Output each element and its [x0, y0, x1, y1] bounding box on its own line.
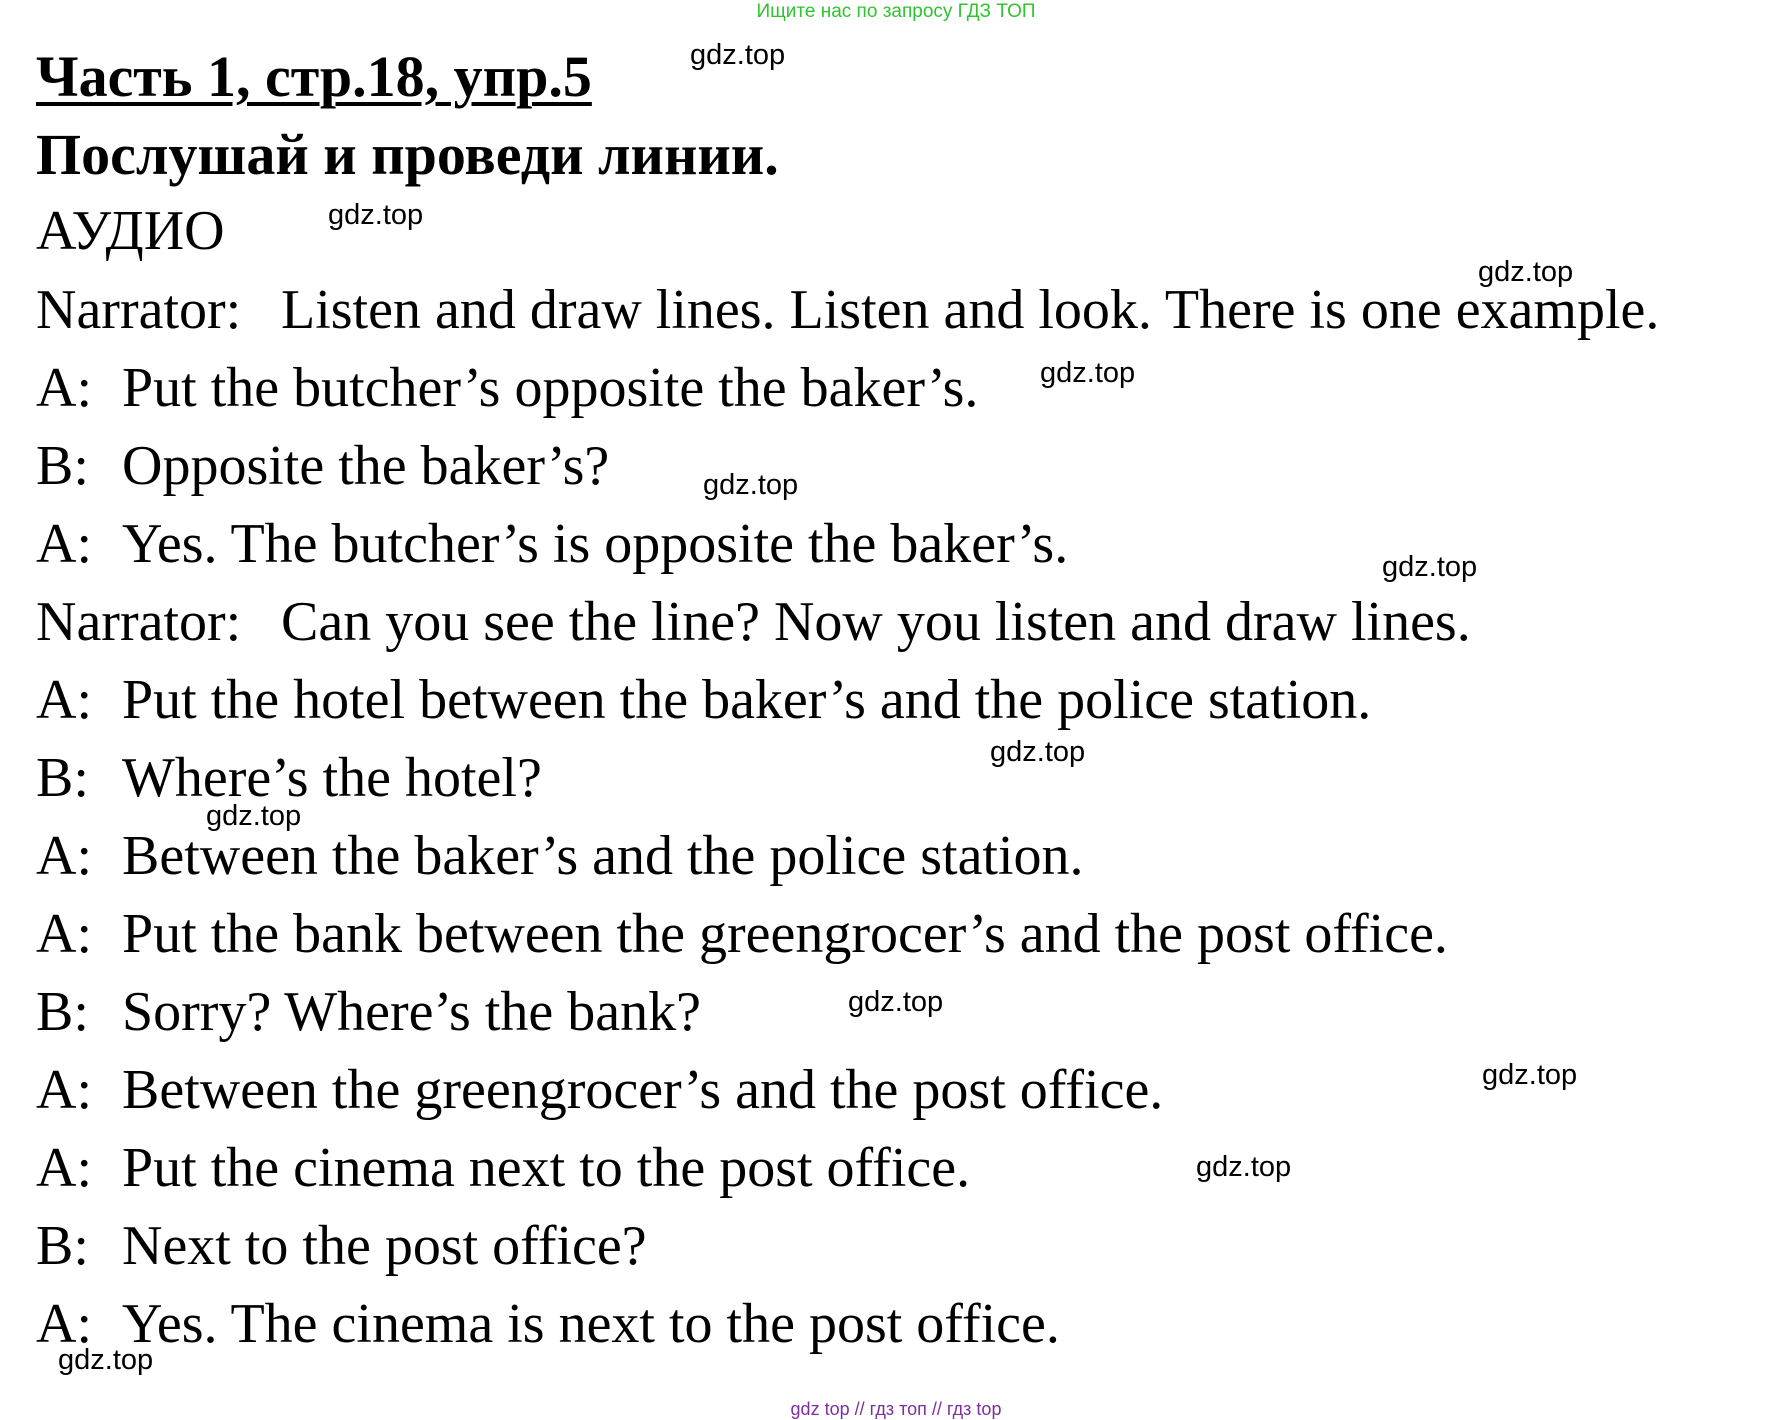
line-text: Put the hotel between the baker’s and the police station.	[122, 669, 1372, 731]
line-text: Yes. The butcher’s is opposite the baker’s.	[122, 513, 1069, 575]
watermark: gdz.top	[703, 469, 799, 501]
speaker-label: B:	[36, 1215, 89, 1277]
line-text: Put the bank between the greengrocer’s and the post office.	[122, 903, 1448, 965]
transcript-line	[36, 665, 1659, 743]
speaker-label: A:	[36, 903, 92, 965]
bottom-banner: gdz top // гдз топ // гдз top	[790, 1399, 1002, 1419]
speaker-label: B:	[36, 747, 89, 809]
watermark: gdz.top	[1040, 357, 1136, 389]
line-text: Listen and draw lines. Listen and look. There is one example.	[281, 279, 1660, 341]
transcript-line	[36, 1133, 1659, 1211]
line-text: Yes. The cinema is next to the post office.	[122, 1293, 1060, 1355]
watermark: gdz.top	[328, 199, 424, 231]
top-banner: Ищите нас по запросу ГДЗ ТОП	[756, 1, 1036, 22]
transcript-line	[36, 1055, 1659, 1133]
speaker-label: A:	[36, 513, 92, 575]
line-text: Next to the post office?	[122, 1215, 647, 1277]
transcript-line	[36, 1289, 1659, 1367]
speaker-label: A:	[36, 669, 92, 731]
audio-label: АУДИО	[36, 200, 225, 262]
line-text: Between the greengrocer’s and the post office.	[122, 1059, 1164, 1121]
line-text: Where’s the hotel?	[122, 747, 542, 809]
speaker-label: A:	[36, 1293, 92, 1355]
watermark: gdz.top	[206, 800, 302, 832]
line-text: Can you see the line? Now you listen and draw lines.	[281, 591, 1471, 653]
speaker-label: B:	[36, 981, 89, 1043]
speaker-label: A:	[36, 825, 92, 887]
speaker-label: A:	[36, 1059, 92, 1121]
line-text: Put the cinema next to the post office.	[122, 1137, 971, 1199]
transcript-line	[36, 275, 1659, 353]
page-title: Часть 1, стр.18, упр.5	[36, 44, 592, 109]
speaker-label: Narrator:	[36, 279, 242, 341]
watermark: gdz.top	[690, 39, 786, 71]
speaker-label: A:	[36, 1137, 92, 1199]
line-text: Between the baker’s and the police station.	[122, 825, 1084, 887]
line-text: Opposite the baker’s?	[122, 435, 610, 497]
speaker-label: A:	[36, 357, 92, 419]
watermark: gdz.top	[848, 986, 944, 1018]
watermark: gdz.top	[1382, 551, 1478, 583]
line-text: Sorry? Where’s the bank?	[122, 981, 701, 1043]
watermark: gdz.top	[1478, 256, 1574, 288]
watermark: gdz.top	[1196, 1151, 1292, 1183]
exercise-instruction: Послушай и проведи линии.	[36, 122, 779, 187]
transcript-line	[36, 899, 1659, 977]
transcript-line	[36, 353, 1659, 431]
watermark: gdz.top	[58, 1344, 154, 1376]
watermark: gdz.top	[1482, 1059, 1578, 1091]
line-text: Put the butcher’s opposite the baker’s.	[122, 357, 979, 419]
transcript-line	[36, 587, 1659, 665]
speaker-label: Narrator:	[36, 591, 242, 653]
transcript-line	[36, 1211, 1659, 1289]
speaker-label: B:	[36, 435, 89, 497]
transcript-line	[36, 431, 1659, 509]
watermark: gdz.top	[990, 736, 1086, 768]
